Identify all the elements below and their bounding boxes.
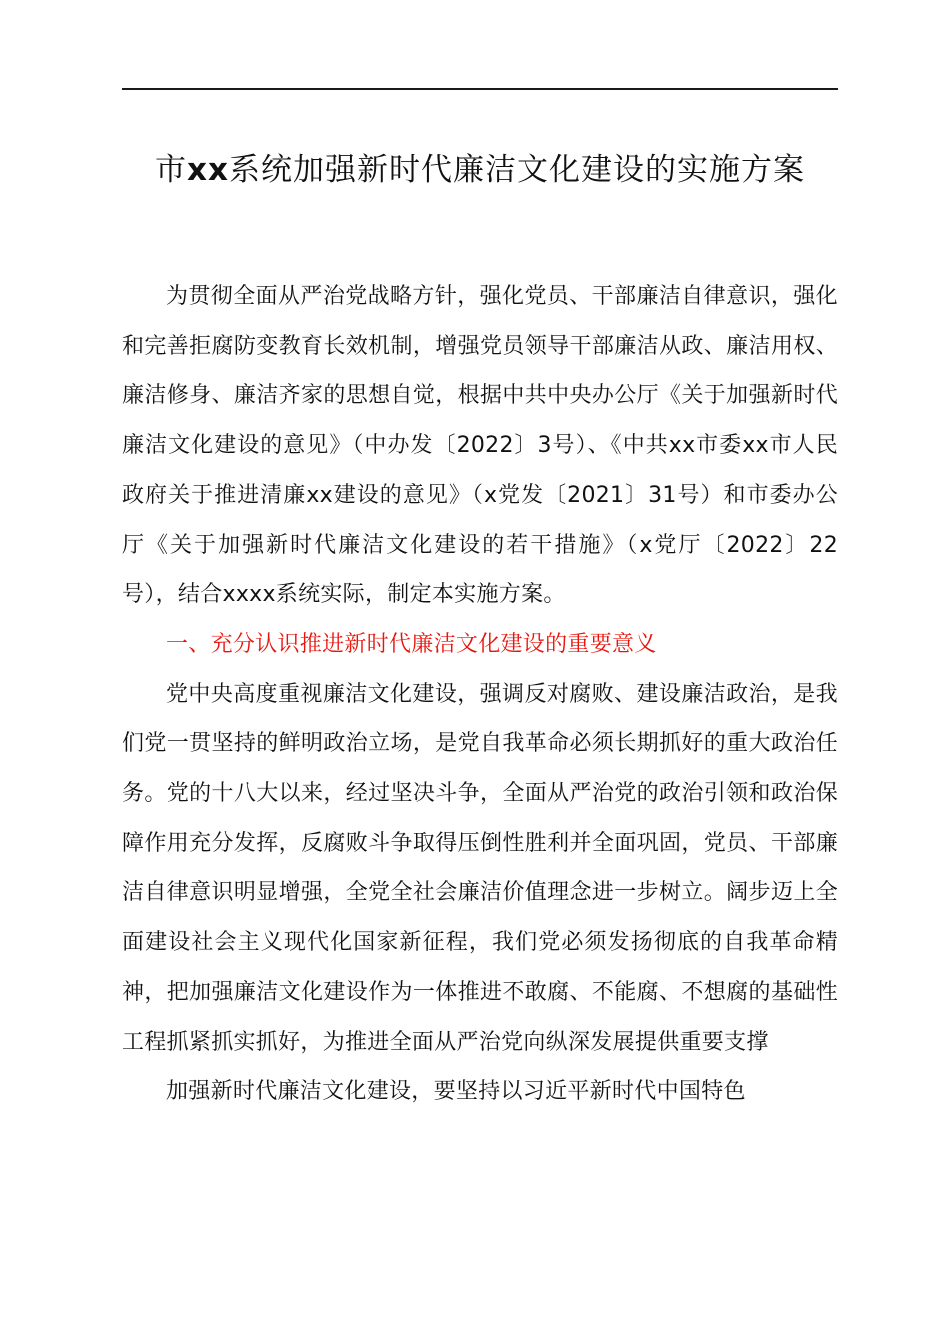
document-title [110, 146, 850, 194]
section-1-paragraph-2: 加强新时代廉洁文化建设，要坚持以习近平新时代中国特色 [166, 1079, 746, 1105]
section-1-heading: 一、充分认识推进新时代廉洁文化建设的重要意义 [166, 631, 657, 657]
header-rule [122, 88, 838, 90]
intro-paragraph: 为贯彻全面从严治党战略方针，强化党员、干部廉洁自律意识，强化和完善拒腐防变教育长效机制，增强党员领导干部廉洁从政、廉洁用权、廉洁修身、廉洁齐家的思想自觉，根据中共中央办公厅《关于加强新时代廉洁文化建设的意见》（中办发〔2022〕3号）、《中共xx市委xx市人民政府关于推进清廉xx建设的意见》（x党发〔2021〕31号）和市委办公厅《关于加强新时代廉洁文化建设的若干措施》（x党厅〔2022〕22号），结合xxxx系统实际，制定本实施方案。 [122, 284, 838, 608]
document-body [122, 272, 838, 1117]
title-rest: 系统加强新时代廉洁文化建设的实施方案 [229, 152, 805, 188]
section-1-paragraph-1: 党中央高度重视廉洁文化建设，强调反对腐败、建设廉洁政治，是我们党一贯坚持的鲜明政治立场，是党自我革命必须长期抓好的重大政治任务。党的十八大以来，经过坚决斗争，全面从严治党的政治引领和政治保障作用充分发挥，反腐败斗争取得压倒性胜利并全面巩固，党员、干部廉洁自律意识明显增强，全党全社会廉洁价值理念进一步树立。阔步迈上全面建设社会主义现代化国家新征程，我们党必须发扬彻底的自我革命精神，把加强廉洁文化建设作为一体推进不敢腐、不能腐、不想腐的基础性工程抓紧抓实抓好，为推进全面从严治党向纵深发展提供重要支撑 [122, 681, 838, 1055]
title-bold-part: xx [187, 152, 229, 188]
title-prefix: 市 [155, 152, 187, 188]
